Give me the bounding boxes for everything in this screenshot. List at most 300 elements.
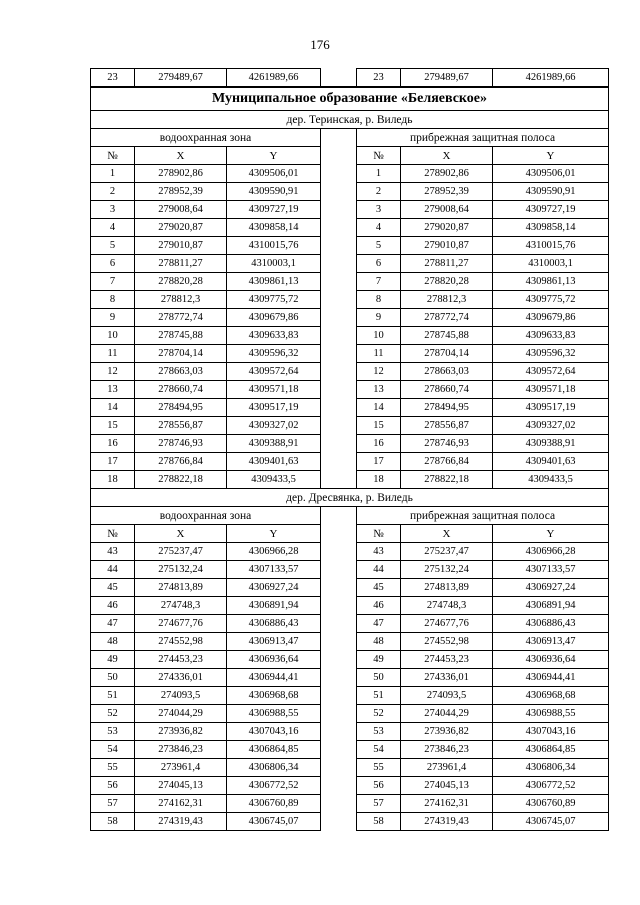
water-protection-zone-header: водоохранная зона — [91, 507, 321, 525]
x-coordinate: 274319,43 — [135, 813, 227, 831]
point-number: 57 — [91, 795, 135, 813]
x-coordinate: 278660,74 — [135, 381, 227, 399]
x-coordinate: 278494,95 — [401, 399, 493, 417]
x-header: X — [401, 525, 493, 543]
table-row — [91, 795, 609, 813]
column-gap — [321, 669, 357, 687]
x-coordinate: 274336,01 — [401, 669, 493, 687]
page-number: 176 — [310, 37, 330, 52]
x-coordinate: 274044,29 — [135, 705, 227, 723]
x-coordinate: 278766,84 — [401, 453, 493, 471]
column-gap — [321, 813, 357, 831]
y-coordinate: 4306927,24 — [493, 579, 609, 597]
column-gap — [321, 561, 357, 579]
coastal-protection-strip-header: прибрежная защитная полоса — [357, 129, 609, 147]
x-coordinate: 278811,27 — [401, 255, 493, 273]
column-gap — [321, 651, 357, 669]
x-coordinate: 278556,87 — [135, 417, 227, 435]
point-number: 51 — [91, 687, 135, 705]
x-coordinate: 273846,23 — [135, 741, 227, 759]
x-coordinate: 275237,47 — [135, 543, 227, 561]
x-coordinate: 279489,67 — [135, 69, 227, 88]
column-gap — [321, 597, 357, 615]
y-header: Y — [493, 525, 609, 543]
coastal-protection-strip-header: прибрежная защитная полоса — [357, 507, 609, 525]
y-coordinate: 4306886,43 — [493, 615, 609, 633]
y-coordinate: 4309327,02 — [493, 417, 609, 435]
point-number: 50 — [357, 669, 401, 687]
y-coordinate: 4306760,89 — [493, 795, 609, 813]
x-coordinate: 274677,76 — [401, 615, 493, 633]
x-header: X — [135, 147, 227, 165]
point-number: 46 — [357, 597, 401, 615]
x-coordinate: 273936,82 — [135, 723, 227, 741]
y-coordinate: 4306968,68 — [493, 687, 609, 705]
table-row — [91, 273, 609, 291]
column-gap — [321, 219, 357, 237]
x-coordinate: 278820,28 — [135, 273, 227, 291]
point-number: 8 — [357, 291, 401, 309]
table-row — [91, 597, 609, 615]
column-gap — [321, 417, 357, 435]
x-coordinate: 278952,39 — [401, 183, 493, 201]
y-coordinate: 4307043,16 — [493, 723, 609, 741]
number-header: № — [91, 147, 135, 165]
x-coordinate: 279010,87 — [135, 237, 227, 255]
x-coordinate: 274813,89 — [401, 579, 493, 597]
point-number: 9 — [357, 309, 401, 327]
x-header: X — [401, 147, 493, 165]
point-number: 55 — [91, 759, 135, 777]
x-coordinate: 275132,24 — [135, 561, 227, 579]
x-coordinate: 273961,4 — [401, 759, 493, 777]
column-gap — [321, 705, 357, 723]
column-gap — [321, 129, 357, 147]
y-coordinate: 4307133,57 — [493, 561, 609, 579]
point-number: 49 — [357, 651, 401, 669]
y-header: Y — [493, 147, 609, 165]
x-coordinate: 278663,03 — [401, 363, 493, 381]
y-coordinate: 4309727,19 — [493, 201, 609, 219]
x-coordinate: 275237,47 — [401, 543, 493, 561]
table-row — [91, 633, 609, 651]
point-number: 45 — [357, 579, 401, 597]
point-number: 44 — [91, 561, 135, 579]
point-number: 13 — [357, 381, 401, 399]
x-coordinate: 278902,86 — [401, 165, 493, 183]
y-coordinate: 4309858,14 — [493, 219, 609, 237]
table-row — [91, 777, 609, 795]
number-header: № — [357, 147, 401, 165]
point-number: 49 — [91, 651, 135, 669]
x-coordinate: 279020,87 — [135, 219, 227, 237]
x-coordinate: 278494,95 — [135, 399, 227, 417]
x-coordinate: 278746,93 — [135, 435, 227, 453]
column-gap — [321, 255, 357, 273]
table-row — [91, 381, 609, 399]
x-coordinate: 278772,74 — [135, 309, 227, 327]
column-gap — [321, 741, 357, 759]
table-row — [91, 237, 609, 255]
column-gap — [321, 237, 357, 255]
x-coordinate: 274453,23 — [401, 651, 493, 669]
y-coordinate: 4309517,19 — [227, 399, 321, 417]
point-number: 6 — [91, 255, 135, 273]
point-number: 15 — [91, 417, 135, 435]
x-coordinate: 274044,29 — [401, 705, 493, 723]
x-coordinate: 278766,84 — [135, 453, 227, 471]
y-coordinate: 4309679,86 — [493, 309, 609, 327]
x-coordinate: 275132,24 — [401, 561, 493, 579]
y-coordinate: 4309633,83 — [227, 327, 321, 345]
point-number: 7 — [91, 273, 135, 291]
column-gap — [321, 69, 357, 88]
table-row — [91, 687, 609, 705]
point-number: 1 — [357, 165, 401, 183]
point-number: 43 — [91, 543, 135, 561]
point-number: 16 — [357, 435, 401, 453]
x-coordinate: 278902,86 — [135, 165, 227, 183]
column-gap — [321, 687, 357, 705]
x-coordinate: 278746,93 — [401, 435, 493, 453]
y-coordinate: 4309327,02 — [227, 417, 321, 435]
point-number: 14 — [357, 399, 401, 417]
column-gap — [321, 327, 357, 345]
point-number: 18 — [357, 471, 401, 489]
point-number: 17 — [357, 453, 401, 471]
column-gap — [321, 165, 357, 183]
y-coordinate: 4309679,86 — [227, 309, 321, 327]
column-gap — [321, 273, 357, 291]
y-coordinate: 4309858,14 — [227, 219, 321, 237]
point-number: 50 — [91, 669, 135, 687]
x-coordinate: 278745,88 — [401, 327, 493, 345]
y-coordinate: 4310003,1 — [227, 255, 321, 273]
municipality-title: Муниципальное образование «Беляевское» — [91, 87, 609, 111]
table-row — [91, 543, 609, 561]
table-row — [91, 69, 609, 88]
y-header: Y — [227, 147, 321, 165]
point-number: 5 — [91, 237, 135, 255]
point-number: 4 — [91, 219, 135, 237]
table-row — [91, 705, 609, 723]
y-coordinate: 4307043,16 — [227, 723, 321, 741]
section-title: дер. Дресвянка, р. Виледь — [91, 489, 609, 507]
column-gap — [321, 471, 357, 489]
table-row — [91, 219, 609, 237]
y-coordinate: 4310015,76 — [493, 237, 609, 255]
coordinates-table — [90, 68, 609, 831]
x-coordinate: 278704,14 — [135, 345, 227, 363]
y-coordinate: 4306968,68 — [227, 687, 321, 705]
point-number: 52 — [91, 705, 135, 723]
y-coordinate: 4309571,18 — [493, 381, 609, 399]
table-row — [91, 759, 609, 777]
table-row — [91, 579, 609, 597]
table-row — [91, 327, 609, 345]
x-coordinate: 274552,98 — [135, 633, 227, 651]
y-coordinate: 4306966,28 — [493, 543, 609, 561]
y-coordinate: 4309433,5 — [227, 471, 321, 489]
column-gap — [321, 507, 357, 525]
y-coordinate: 4309596,32 — [493, 345, 609, 363]
table-row — [91, 813, 609, 831]
point-number: 7 — [357, 273, 401, 291]
column-gap — [321, 435, 357, 453]
y-coordinate: 4306772,52 — [493, 777, 609, 795]
point-number: 53 — [91, 723, 135, 741]
y-coordinate: 4261989,66 — [493, 69, 609, 88]
point-number: 18 — [91, 471, 135, 489]
y-coordinate: 4306944,41 — [227, 669, 321, 687]
x-coordinate: 274336,01 — [135, 669, 227, 687]
point-number: 12 — [91, 363, 135, 381]
table-row — [91, 399, 609, 417]
column-gap — [321, 777, 357, 795]
x-coordinate: 278811,27 — [135, 255, 227, 273]
y-coordinate: 4309571,18 — [227, 381, 321, 399]
point-number: 51 — [357, 687, 401, 705]
table-row — [91, 435, 609, 453]
y-coordinate: 4307133,57 — [227, 561, 321, 579]
section-title: дер. Теринская, р. Виледь — [91, 111, 609, 129]
y-coordinate: 4309727,19 — [227, 201, 321, 219]
y-coordinate: 4309517,19 — [493, 399, 609, 417]
x-coordinate: 278704,14 — [401, 345, 493, 363]
point-number: 43 — [357, 543, 401, 561]
point-number: 46 — [91, 597, 135, 615]
zone-header-row — [91, 129, 609, 147]
municipality-title-row — [91, 87, 609, 111]
point-number: 55 — [357, 759, 401, 777]
x-coordinate: 278660,74 — [401, 381, 493, 399]
x-coordinate: 278822,18 — [401, 471, 493, 489]
column-gap — [321, 201, 357, 219]
y-coordinate: 4310015,76 — [227, 237, 321, 255]
y-coordinate: 4309596,32 — [227, 345, 321, 363]
point-number: 57 — [357, 795, 401, 813]
column-gap — [321, 399, 357, 417]
x-coordinate: 274677,76 — [135, 615, 227, 633]
point-number: 53 — [357, 723, 401, 741]
point-number: 16 — [91, 435, 135, 453]
point-number: 4 — [357, 219, 401, 237]
point-number: 54 — [91, 741, 135, 759]
point-number: 47 — [91, 615, 135, 633]
number-header: № — [91, 525, 135, 543]
x-coordinate: 274552,98 — [401, 633, 493, 651]
table-row — [91, 471, 609, 489]
y-coordinate: 4309401,63 — [227, 453, 321, 471]
column-gap — [321, 615, 357, 633]
table-row — [91, 561, 609, 579]
point-number: 14 — [91, 399, 135, 417]
point-number: 9 — [91, 309, 135, 327]
point-number: 23 — [91, 69, 135, 88]
y-coordinate: 4306944,41 — [493, 669, 609, 687]
point-number: 3 — [357, 201, 401, 219]
y-coordinate: 4306760,89 — [227, 795, 321, 813]
y-coordinate: 4306988,55 — [493, 705, 609, 723]
y-coordinate: 4310003,1 — [493, 255, 609, 273]
column-gap — [321, 759, 357, 777]
y-coordinate: 4306806,34 — [493, 759, 609, 777]
y-coordinate: 4306806,34 — [227, 759, 321, 777]
point-number: 2 — [91, 183, 135, 201]
table-row — [91, 723, 609, 741]
y-coordinate: 4306864,85 — [493, 741, 609, 759]
section-title-row — [91, 489, 609, 507]
y-coordinate: 4309590,91 — [493, 183, 609, 201]
point-number: 10 — [357, 327, 401, 345]
x-coordinate: 278822,18 — [135, 471, 227, 489]
x-coordinate: 274813,89 — [135, 579, 227, 597]
table-row — [91, 345, 609, 363]
table-row — [91, 363, 609, 381]
point-number: 52 — [357, 705, 401, 723]
y-coordinate: 4306936,64 — [493, 651, 609, 669]
y-coordinate: 4306966,28 — [227, 543, 321, 561]
x-coordinate: 274162,31 — [135, 795, 227, 813]
point-number: 2 — [357, 183, 401, 201]
point-number: 11 — [91, 345, 135, 363]
x-coordinate: 273846,23 — [401, 741, 493, 759]
point-number: 3 — [91, 201, 135, 219]
y-header: Y — [227, 525, 321, 543]
y-coordinate: 4309590,91 — [227, 183, 321, 201]
x-coordinate: 274093,5 — [135, 687, 227, 705]
y-coordinate: 4306988,55 — [227, 705, 321, 723]
y-coordinate: 4306927,24 — [227, 579, 321, 597]
x-coordinate: 274093,5 — [401, 687, 493, 705]
y-coordinate: 4309388,91 — [493, 435, 609, 453]
column-gap — [321, 723, 357, 741]
y-coordinate: 4306886,43 — [227, 615, 321, 633]
point-number: 45 — [91, 579, 135, 597]
x-coordinate: 278820,28 — [401, 273, 493, 291]
y-coordinate: 4306913,47 — [493, 633, 609, 651]
column-header-row — [91, 147, 609, 165]
x-coordinate: 274748,3 — [401, 597, 493, 615]
x-coordinate: 279010,87 — [401, 237, 493, 255]
number-header: № — [357, 525, 401, 543]
x-coordinate: 274319,43 — [401, 813, 493, 831]
point-number: 48 — [357, 633, 401, 651]
table-row — [91, 183, 609, 201]
point-number: 10 — [91, 327, 135, 345]
point-number: 17 — [91, 453, 135, 471]
point-number: 1 — [91, 165, 135, 183]
y-coordinate: 4309775,72 — [227, 291, 321, 309]
table-row — [91, 741, 609, 759]
x-coordinate: 278812,3 — [401, 291, 493, 309]
point-number: 47 — [357, 615, 401, 633]
x-coordinate: 274162,31 — [401, 795, 493, 813]
x-coordinate: 278745,88 — [135, 327, 227, 345]
x-coordinate: 279008,64 — [401, 201, 493, 219]
column-gap — [321, 795, 357, 813]
y-coordinate: 4309572,64 — [227, 363, 321, 381]
table-row — [91, 417, 609, 435]
y-coordinate: 4306891,94 — [227, 597, 321, 615]
table-row — [91, 453, 609, 471]
column-gap — [321, 291, 357, 309]
point-number: 23 — [357, 69, 401, 88]
column-gap — [321, 147, 357, 165]
point-number: 13 — [91, 381, 135, 399]
column-gap — [321, 363, 357, 381]
y-coordinate: 4309506,01 — [227, 165, 321, 183]
x-coordinate: 273961,4 — [135, 759, 227, 777]
point-number: 54 — [357, 741, 401, 759]
y-coordinate: 4309775,72 — [493, 291, 609, 309]
y-coordinate: 4306772,52 — [227, 777, 321, 795]
table-row — [91, 201, 609, 219]
x-coordinate: 278812,3 — [135, 291, 227, 309]
x-coordinate: 279020,87 — [401, 219, 493, 237]
point-number: 44 — [357, 561, 401, 579]
y-coordinate: 4306745,07 — [227, 813, 321, 831]
y-coordinate: 4309506,01 — [493, 165, 609, 183]
y-coordinate: 4309433,5 — [493, 471, 609, 489]
y-coordinate: 4309861,13 — [493, 273, 609, 291]
y-coordinate: 4309633,83 — [493, 327, 609, 345]
x-coordinate: 278556,87 — [401, 417, 493, 435]
y-coordinate: 4306936,64 — [227, 651, 321, 669]
x-coordinate: 273936,82 — [401, 723, 493, 741]
point-number: 58 — [91, 813, 135, 831]
column-gap — [321, 579, 357, 597]
point-number: 12 — [357, 363, 401, 381]
x-coordinate: 274045,13 — [135, 777, 227, 795]
table-row — [91, 615, 609, 633]
point-number: 56 — [357, 777, 401, 795]
x-coordinate: 278663,03 — [135, 363, 227, 381]
point-number: 8 — [91, 291, 135, 309]
y-coordinate: 4309388,91 — [227, 435, 321, 453]
x-coordinate: 279008,64 — [135, 201, 227, 219]
y-coordinate: 4306891,94 — [493, 597, 609, 615]
y-coordinate: 4309401,63 — [493, 453, 609, 471]
point-number: 11 — [357, 345, 401, 363]
table-row — [91, 669, 609, 687]
column-gap — [321, 453, 357, 471]
table-row — [91, 309, 609, 327]
point-number: 5 — [357, 237, 401, 255]
x-coordinate: 279489,67 — [401, 69, 493, 88]
point-number: 56 — [91, 777, 135, 795]
column-gap — [321, 183, 357, 201]
column-gap — [321, 381, 357, 399]
y-coordinate: 4309572,64 — [493, 363, 609, 381]
x-coordinate: 274453,23 — [135, 651, 227, 669]
column-gap — [321, 543, 357, 561]
table-row — [91, 165, 609, 183]
column-gap — [321, 345, 357, 363]
section-title-row — [91, 111, 609, 129]
x-coordinate: 274748,3 — [135, 597, 227, 615]
point-number: 15 — [357, 417, 401, 435]
water-protection-zone-header: водоохранная зона — [91, 129, 321, 147]
column-header-row — [91, 525, 609, 543]
zone-header-row — [91, 507, 609, 525]
column-gap — [321, 525, 357, 543]
y-coordinate: 4306864,85 — [227, 741, 321, 759]
y-coordinate: 4306745,07 — [493, 813, 609, 831]
table-row — [91, 651, 609, 669]
y-coordinate: 4261989,66 — [227, 69, 321, 88]
column-gap — [321, 633, 357, 651]
